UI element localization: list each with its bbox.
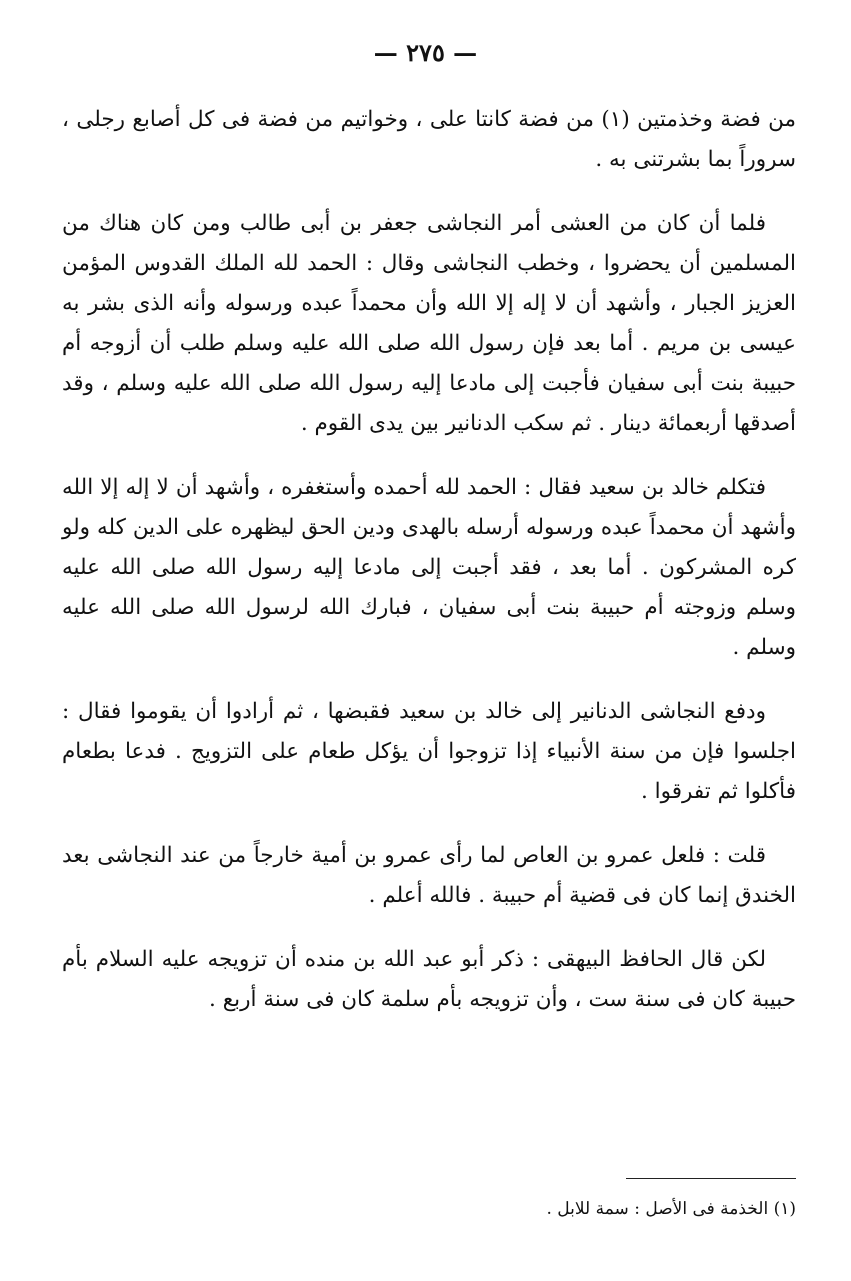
paragraph: لكن قال الحافظ البيهقى : ذكر أبو عبد الله بن منده أن تزويجه عليه السلام بأم حبيبة كان فى سنة ست ، وأن تزويجه بأم سلمة كان فى سنة أربع . [62,947,796,1012]
footnote: (١) الخذمة فى الأصل : سمة للابل . [546,1199,796,1219]
paragraph: فلما أن كان من العشى أمر النجاشى جعفر بن أبى طالب ومن كان هناك من المسلمين أن يحضروا ، وخطب النجاشى وقال : الحمد لله الملك القدوس المؤمن العزيز الجبار ، وأشهد أن لا إله إلا الله وأن محمداً عبده ورسوله وأنه الذى بشر به عيسى بن مريم . أما بعد فإن رسول الله صلى الله عليه وسلم طلب أن أزوجه أم حبيبة بنت أبى سفيان فأجبت إلى مادعا إليه رسول الله صلى الله عليه وسلم ، وقد أصدقها أربعمائة دينار . ثم سكب الدنانير بين يدى القوم . [62,211,796,436]
paragraph: قلت : فلعل عمرو بن العاص لما رأى عمرو بن أمية خارجاً من عند النجاشى بعد الخندق إنما كان فى قضية أم حبيبة . فالله أعلم . [62,843,796,908]
page-number: — ٢٧٥ — [373,38,478,67]
paragraph: ودفع النجاشى الدنانير إلى خالد بن سعيد فقبضها ، ثم أرادوا أن يقوموا فقال : اجلسوا فإن من سنة الأنبياء إذا تزوجوا أن يؤكل طعام على التزويج . فدعا بطعام فأكلوا ثم تفرقوا . [62,699,796,804]
footnote-divider [626,1178,796,1179]
main-text [62,100,796,1020]
paragraph: فتكلم خالد بن سعيد فقال : الحمد لله أحمده وأستغفره ، وأشهد أن لا إله إلا الله وأشهد أن محمداً عبده ورسوله أرسله بالهدى ودين الحق ليظهره على الدين كله ولو كره المشركون . أما بعد ، فقد أجبت إلى مادعا إليه رسول الله صلى الله عليه وسلم وزوجته أم حبيبة بنت أبى سفيان ، فبارك الله لرسول الله صلى الله عليه وسلم . [62,475,796,660]
paragraph: من فضة وخذمتين (١) من فضة كانتا على ، وخواتيم من فضة فى كل أصابع رجلى ، سروراً بما بشرتنى به . [62,107,796,172]
